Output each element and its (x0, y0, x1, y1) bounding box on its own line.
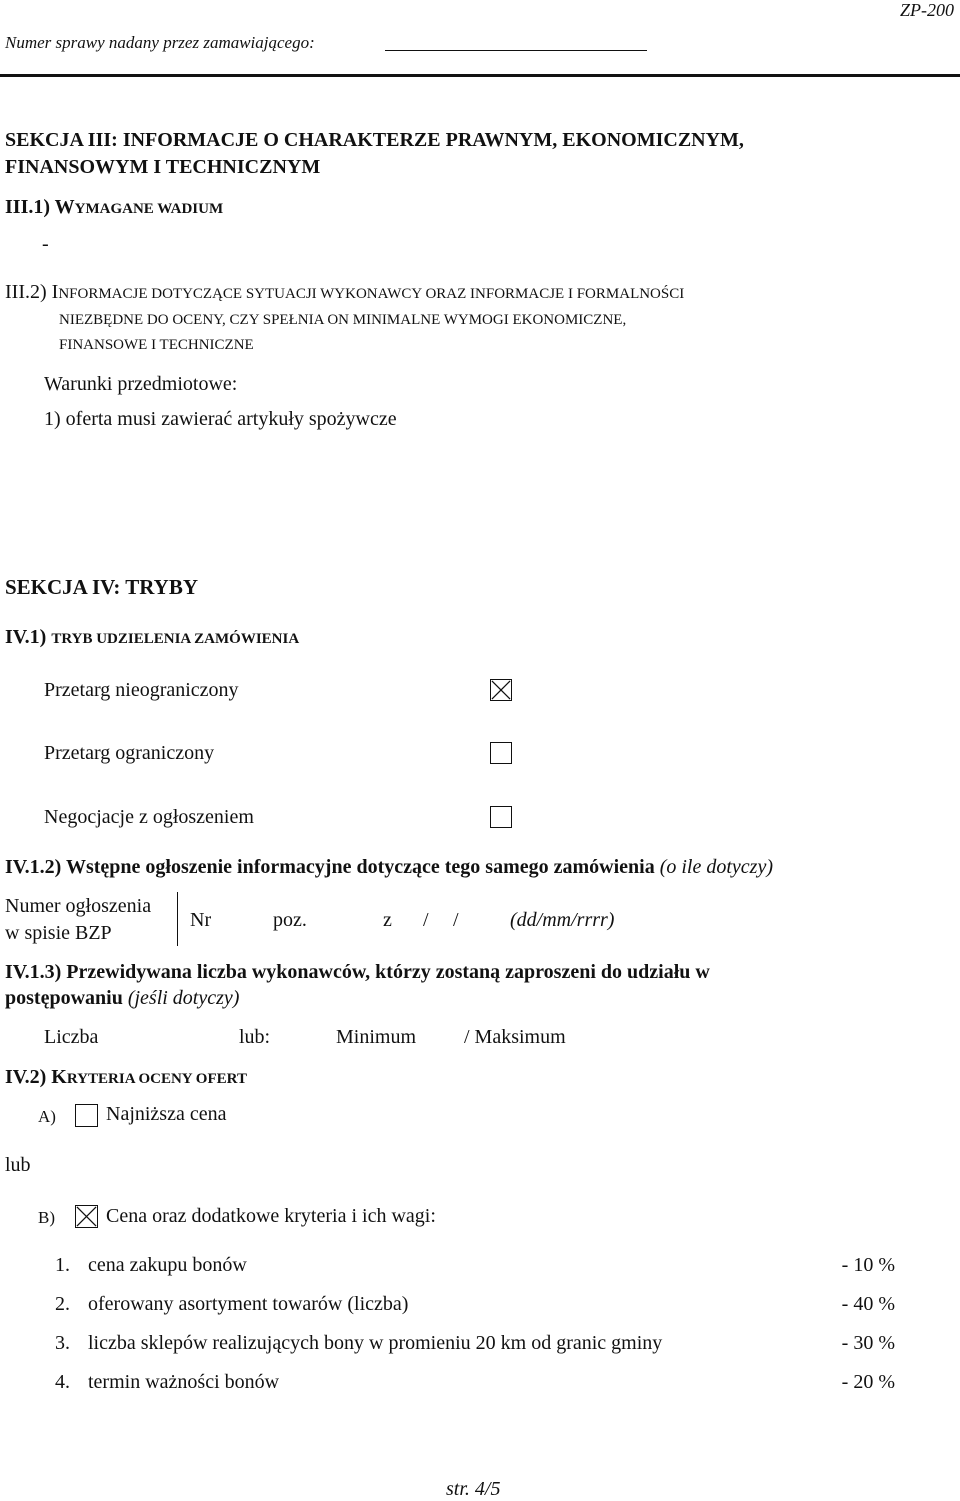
section-4-1-3-heading-line2: postępowaniu (jeśli dotyczy) (5, 987, 240, 1009)
section-4-2-heading: IV.2) KRYTERIA OCENY OFERT (5, 1066, 247, 1088)
section-3-2-heading-line1: III.2) INFORMACJE DOTYCZĄCE SYTUACJI WYKONAWCY ORAZ INFORMACJE I FORMALNOŚCI (5, 281, 685, 303)
criterion-number: 4. (55, 1371, 70, 1393)
bzp-date-format: (dd/mm/rrrr) (510, 909, 615, 931)
option-b-checkbox[interactable] (75, 1205, 98, 1228)
mode-limited-label: Przetarg ograniczony (44, 742, 215, 764)
section-4-1-3-heading-line1: IV.1.3) Przewidywana liczba wykonawców, którzy zostaną zaproszeni do udziału w (5, 961, 710, 983)
mode-unlimited-label: Przetarg nieograniczony (44, 679, 239, 701)
option-b-letter: B) (38, 1208, 55, 1227)
criterion-weight: - 10 % (841, 1254, 895, 1276)
bzp-slash-1: / (423, 909, 429, 931)
section-4-1-heading: IV.1) TRYB UDZIELENIA ZAMÓWIENIA (5, 626, 300, 648)
mode-limited-checkbox[interactable] (490, 742, 512, 764)
bzp-nr: Nr (190, 909, 212, 931)
criterion-weight: - 20 % (841, 1371, 895, 1393)
bzp-z: z (383, 909, 392, 931)
count-minimum: Minimum (336, 1026, 417, 1048)
page-number: str. 4/5 (446, 1478, 501, 1500)
case-number-label: Numer sprawy nadany przez zamawiającego: (5, 33, 315, 52)
count-or: lub: (239, 1026, 271, 1048)
section-3-title-line1: SEKCJA III: INFORMACJE O CHARAKTERZE PRAWNYM, EKONOMICZNYM, (5, 129, 744, 151)
or-label: lub (5, 1154, 31, 1176)
bzp-label-line2: w spisie BZP (5, 922, 112, 944)
header-divider (0, 74, 960, 77)
mode-unlimited-checkbox[interactable] (490, 679, 512, 701)
wadium-value: - (42, 233, 49, 255)
criterion-weight: - 40 % (841, 1293, 895, 1315)
criterion-text: oferowany asortyment towarów (liczba) (88, 1293, 409, 1315)
option-a-letter: A) (38, 1107, 56, 1126)
section-3-2-heading-line2: NIEZBĘDNE DO OCENY, CZY SPEŁNIA ON MINIMALNE WYMOGI EKONOMICZNE, (59, 312, 627, 328)
section-3-1-heading: III.1) WYMAGANE WADIUM (5, 196, 224, 218)
checked-x-icon (491, 680, 511, 700)
section-3-2-heading-line3: FINANSOWE I TECHNICZNE (59, 337, 254, 353)
criterion-number: 3. (55, 1332, 70, 1354)
criterion-number: 2. (55, 1293, 70, 1315)
section-4-title: SEKCJA IV: TRYBY (5, 575, 198, 599)
criterion-number: 1. (55, 1254, 70, 1276)
criterion-text: termin ważności bonów (88, 1371, 280, 1393)
mode-negotiation-checkbox[interactable] (490, 806, 512, 828)
bzp-poz: poz. (273, 909, 307, 931)
count-label: Liczba (44, 1026, 99, 1048)
conditions-label: Warunki przedmiotowe: (44, 373, 238, 395)
section-4-1-2-heading: IV.1.2) Wstępne ogłoszenie informacyjne dotyczące tego samego zamówienia (o ile dotyczy) (5, 856, 773, 878)
checked-x-icon (76, 1206, 97, 1227)
option-a-label: Najniższa cena (106, 1103, 227, 1125)
section-3-title-line2: FINANSOWYM I TECHNICZNYM (5, 156, 321, 178)
criterion-row (55, 1332, 895, 1358)
criterion-text: cena zakupu bonów (88, 1254, 247, 1276)
condition-1: 1) oferta musi zawierać artykuły spożywcze (44, 408, 397, 430)
option-b-label: Cena oraz dodatkowe kryteria i ich wagi: (106, 1205, 436, 1227)
bzp-slash-2: / (453, 909, 459, 931)
criterion-row (55, 1371, 895, 1397)
count-maximum: / Maksimum (464, 1026, 566, 1048)
criterion-row (55, 1293, 895, 1319)
criterion-weight: - 30 % (841, 1332, 895, 1354)
criterion-row (55, 1254, 895, 1280)
criterion-text: liczba sklepów realizujących bony w promieniu 20 km od granic gminy (88, 1332, 663, 1354)
form-code: ZP-200 (900, 0, 954, 20)
case-number-blank (385, 50, 647, 51)
bzp-divider (177, 892, 178, 946)
mode-negotiation-label: Negocjacje z ogłoszeniem (44, 806, 254, 828)
bzp-label-line1: Numer ogłoszenia (5, 895, 152, 917)
option-a-checkbox[interactable] (75, 1104, 98, 1127)
